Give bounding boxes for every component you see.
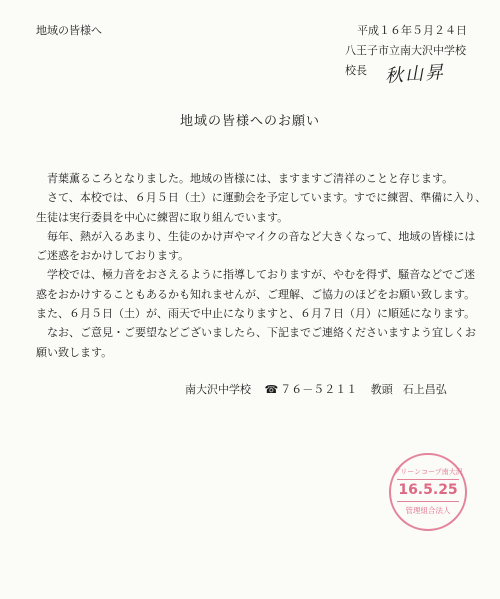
body-line: ご迷惑をおかけしております。 <box>36 249 190 263</box>
contact-role: 教頭 <box>370 383 393 396</box>
body-line: また、６月５日（土）が、雨天で中止になりますと、６月７日（月）に順延になります。 <box>36 307 476 321</box>
principal-row <box>345 60 445 86</box>
stamp-divider <box>397 501 459 502</box>
contact-name: 石上昌弘 <box>402 383 447 396</box>
contact-school: 南大沢中学校 <box>185 383 251 396</box>
contact-line <box>185 381 457 397</box>
body-line: なお、ご意見・ご要望などございましたら、下記までご連絡くださいますよう宜しくお <box>36 326 476 340</box>
principal-signature: 秋山昇 <box>383 61 446 88</box>
body-line: 青葉薫るころとなりました。地域の皆様には、ますますご清祥のことと存じます。 <box>36 172 454 185</box>
body-line: 願い致します。 <box>36 345 113 359</box>
body-line: さて、本校では、６月５日（土）に運動会を予定しています。すでに練習、準備に入り、 <box>36 191 487 205</box>
body-line: 惑をおかけすることもあるかも知れませんが、ご理解、ご協力のほどをお願い致します。 <box>36 287 476 301</box>
body-text <box>36 169 487 362</box>
letter-date: 平成１６年５月２４日 <box>357 24 467 37</box>
stamp-top-text: グリーンコープ南大沢 <box>393 468 463 476</box>
receipt-stamp <box>389 453 467 531</box>
body-line: 毎年、熱が入るあまり、生徒のかけ声やマイクの音など大きくなって、地域の皆様には <box>36 229 476 243</box>
body-line: 生徒は実行委員を中心に練習に取り組んでいます。 <box>36 210 289 224</box>
stamp-divider <box>397 479 459 480</box>
phone-icon: ☎ <box>264 383 279 396</box>
addressee: 地域の皆様へ <box>36 24 102 37</box>
body-line: 学校では、極力音をおさえるように指導しておりますが、やむを得ず、騒音などでご迷 <box>36 268 476 282</box>
principal-title: 校長 <box>345 64 367 77</box>
stamp-bottom-text: 管理組合法人 <box>405 506 451 515</box>
stamp-date: 16.5.25 <box>398 482 458 498</box>
contact-phone: ７６－５２１１ <box>280 383 358 396</box>
school-name: 八王子市立南大沢中学校 <box>345 44 466 57</box>
document-title: 地域の皆様へのお願い <box>179 114 320 129</box>
